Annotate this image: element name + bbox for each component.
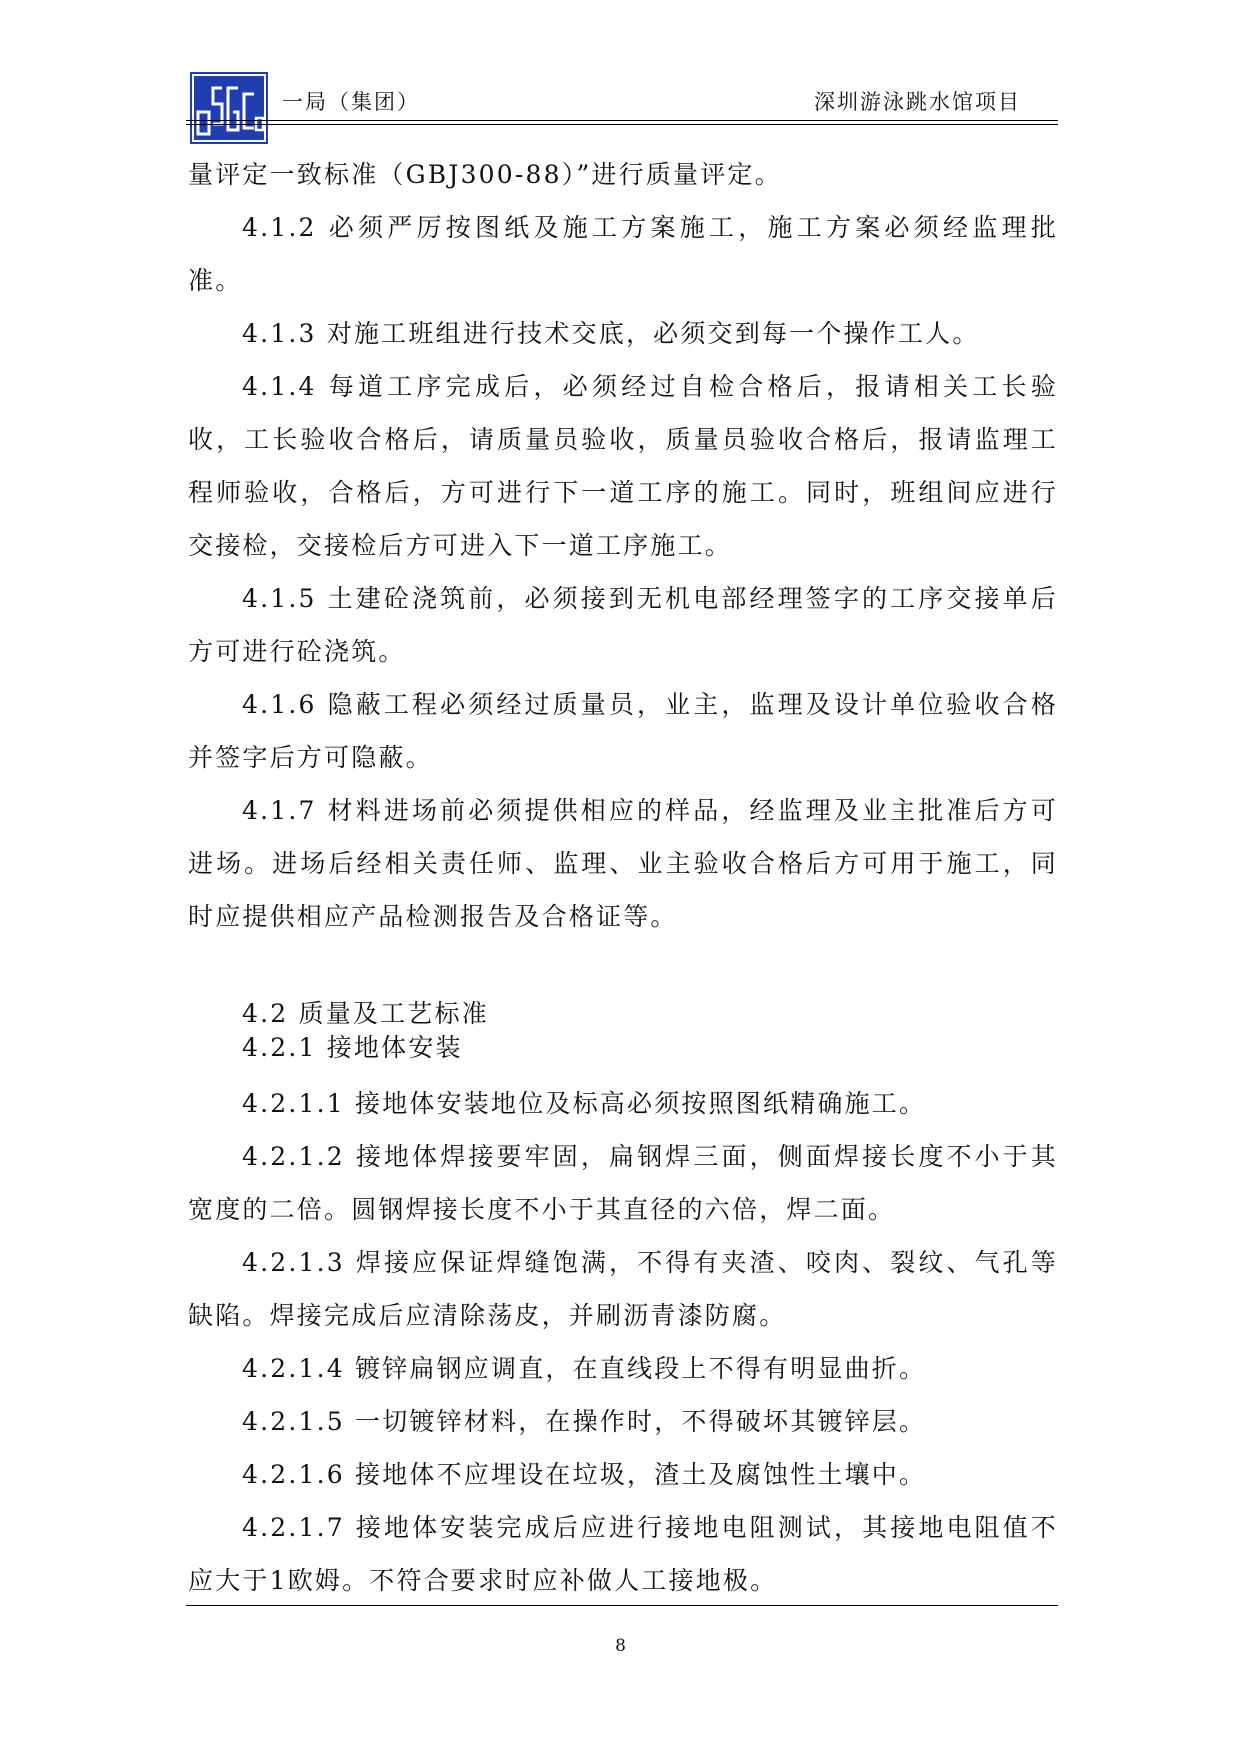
paragraph-4-1-4: 4.1.4 每道工序完成后，必须经过自检合格后，报请相关工长验收，工长验收合格后，请质量员验收，质量员验收合格后，报请监理工程师验收，合格后，方可进行下一道工序的施工。同时，班组间应进行交接检，交接检后方可进入下一道工序施工。 [188, 372, 1058, 560]
item-4-2-1-5: 4.2.1.5 一切镀锌材料，在操作时，不得破坏其镀锌层。 [242, 1407, 927, 1436]
company-logo [190, 72, 268, 144]
subsection-heading: 4.2.1 接地体安装 [242, 1033, 463, 1062]
item-4-2-1-6: 4.2.1.6 接地体不应埋设在垃圾，渣土及腐蚀性土壤中。 [242, 1460, 927, 1489]
document-body [188, 148, 1058, 1607]
paragraph-4-1-6: 4.1.6 隐蔽工程必须经过质量员，业主，监理及设计单位验收合格并签字后方可隐蔽。 [188, 690, 1058, 772]
section-gap [188, 943, 1058, 997]
item-4-2-1-3: 4.2.1.3 焊接应保证焊缝饱满，不得有夹渣、咬肉、裂纹、气孔等缺陷。焊接完成后应清除荡皮，并刷沥青漆防腐。 [188, 1248, 1058, 1330]
header-company: 一局（集团） [282, 90, 420, 114]
paragraph-4-1-7: 4.1.7 材料进场前必须提供相应的样品，经监理及业主批准后方可进场。进场后经相关责任师、监理、业主验收合格后方可用于施工，同时应提供相应产品检测报告及合格证等。 [188, 796, 1058, 931]
item-4-2-1-7: 4.2.1.7 接地体安装完成后应进行接地电阻测试，其接地电阻值不应大于1欧姆。不符合要求时应补做人工接地极。 [188, 1513, 1058, 1595]
footer-rule [186, 1605, 1058, 1606]
item-4-2-1-2: 4.2.1.2 接地体焊接要牢固，扁钢焊三面，侧面焊接长度不小于其宽度的二倍。圆钢焊接长度不小于其直径的六倍，焊二面。 [188, 1142, 1058, 1224]
paragraph-4-1-5: 4.1.5 土建砼浇筑前，必须接到无机电部经理签字的工序交接单后方可进行砼浇筑。 [188, 584, 1058, 666]
header-rule [186, 120, 1058, 121]
paragraph-continuation: 量评定一致标准（GBJ300-88）”进行质量评定。 [188, 160, 782, 189]
header-rule-double [186, 124, 1058, 125]
paragraph-4-1-2: 4.1.2 必须严厉按图纸及施工方案施工，施工方案必须经监理批准。 [188, 213, 1058, 295]
paragraph-4-1-3: 4.1.3 对施工班组进行技术交底，必须交到每一个操作工人。 [242, 319, 980, 348]
header-project: 深圳游泳跳水馆项目 [814, 90, 1021, 114]
section-heading: 4.2 质量及工艺标准 [242, 999, 489, 1028]
item-4-2-1-1: 4.2.1.1 接地体安装地位及标高必须按照图纸精确施工。 [242, 1089, 927, 1118]
page-number: 8 [615, 1636, 626, 1656]
item-4-2-1-4: 4.2.1.4 镀锌扁钢应调直，在直线段上不得有明显曲折。 [242, 1354, 927, 1383]
